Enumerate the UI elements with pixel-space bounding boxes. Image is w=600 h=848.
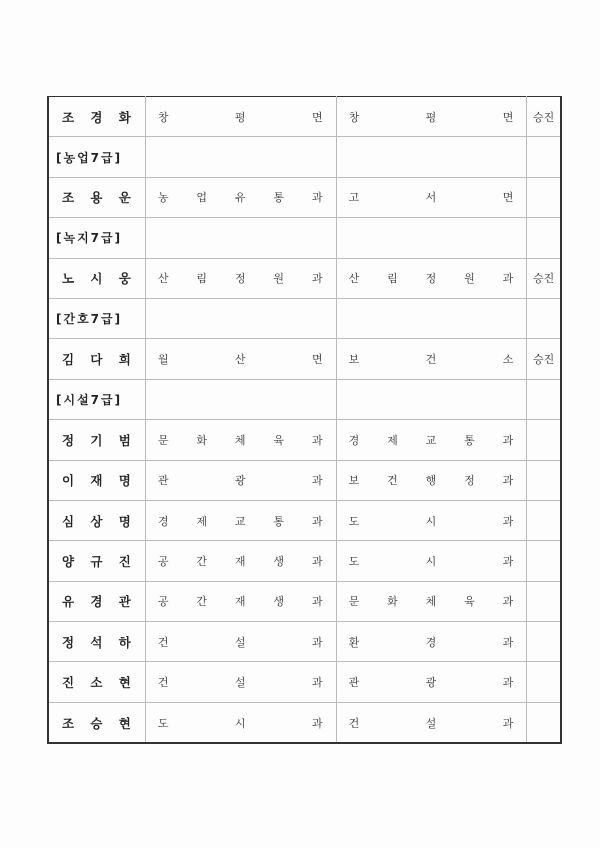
to-dept-cell (336, 541, 527, 581)
to-dept-cell (336, 420, 527, 460)
name-cell (48, 339, 145, 379)
from-dept-cell (145, 218, 336, 258)
name-cell (48, 622, 145, 662)
from-dept-cell (145, 500, 336, 540)
from-dept: 월 산 면 (157, 353, 323, 367)
note-cell: 승진 (527, 339, 561, 379)
note-cell (527, 541, 561, 581)
to-dept: 환 경 과 (348, 635, 514, 649)
person-name: 조 승 현 (62, 715, 131, 731)
to-dept-cell (336, 97, 527, 137)
note-cell (527, 379, 561, 419)
to-dept-cell (336, 218, 527, 258)
name-cell (48, 581, 145, 621)
to-dept: 경 제 교 통 과 (348, 433, 514, 447)
category-label (48, 379, 145, 419)
from-dept-cell (145, 97, 336, 137)
note-cell (527, 460, 561, 500)
to-dept: 산 림 정 원 과 (348, 272, 514, 286)
note-cell (527, 622, 561, 662)
category-row (48, 298, 561, 338)
category-text: [녹지7급] (56, 231, 123, 246)
to-dept: 도 시 과 (348, 514, 514, 528)
category-row (48, 218, 561, 258)
note-cell (527, 420, 561, 460)
from-dept: 산 림 정 원 과 (157, 272, 323, 286)
from-dept: 경 제 교 통 과 (157, 514, 323, 528)
to-dept-cell (336, 500, 527, 540)
personnel-table (47, 96, 562, 744)
table-row (48, 622, 561, 662)
name-cell (48, 702, 145, 743)
to-dept: 관 광 과 (348, 676, 514, 690)
from-dept: 농 업 유 통 과 (157, 191, 323, 205)
category-label (48, 137, 145, 177)
table-row (48, 177, 561, 217)
to-dept: 건 설 과 (348, 716, 514, 730)
note-cell (527, 177, 561, 217)
to-dept-cell (336, 460, 527, 500)
from-dept: 도 시 과 (157, 716, 323, 730)
to-dept: 도 시 과 (348, 554, 514, 568)
to-dept-cell (336, 581, 527, 621)
from-dept: 공 간 재 생 과 (157, 595, 323, 609)
person-name: 진 소 현 (62, 675, 131, 691)
note-cell (527, 500, 561, 540)
name-cell (48, 97, 145, 137)
personnel-table-body (48, 97, 561, 744)
from-dept-cell (145, 298, 336, 338)
person-name: 유 경 관 (62, 594, 131, 610)
person-name: 정 기 범 (62, 432, 131, 448)
category-text: [시설7급] (56, 392, 123, 407)
name-cell (48, 177, 145, 217)
table-row (48, 97, 561, 137)
to-dept: 고 서 면 (348, 191, 514, 205)
person-name: 양 규 진 (62, 553, 131, 569)
from-dept-cell (145, 702, 336, 743)
from-dept-cell (145, 662, 336, 702)
to-dept-cell (336, 177, 527, 217)
table-row (48, 702, 561, 743)
note-cell (527, 137, 561, 177)
table-row (48, 662, 561, 702)
from-dept: 건 설 과 (157, 676, 323, 690)
name-cell (48, 541, 145, 581)
from-dept-cell (145, 177, 336, 217)
table-row (48, 460, 561, 500)
to-dept-cell (336, 622, 527, 662)
from-dept-cell (145, 379, 336, 419)
from-dept-cell (145, 339, 336, 379)
person-name: 이 재 명 (62, 473, 131, 489)
to-dept-cell (336, 702, 527, 743)
to-dept-cell (336, 298, 527, 338)
from-dept-cell (145, 460, 336, 500)
category-text: [농업7급] (56, 150, 123, 165)
from-dept-cell (145, 420, 336, 460)
person-name: 조 경 화 (62, 109, 131, 125)
to-dept-cell (336, 379, 527, 419)
note-cell: 승진 (527, 258, 561, 298)
from-dept: 창 평 면 (157, 110, 323, 124)
category-label (48, 298, 145, 338)
category-label (48, 218, 145, 258)
from-dept-cell (145, 581, 336, 621)
person-name: 김 다 희 (62, 352, 131, 368)
person-name: 조 용 운 (62, 190, 131, 206)
table-row (48, 581, 561, 621)
to-dept: 문 화 체 육 과 (348, 595, 514, 609)
name-cell (48, 500, 145, 540)
person-name: 심 상 명 (62, 513, 131, 529)
table-row (48, 500, 561, 540)
category-row (48, 379, 561, 419)
name-cell (48, 420, 145, 460)
from-dept-cell (145, 541, 336, 581)
person-name: 노 시 웅 (62, 271, 131, 287)
to-dept: 보 건 소 (348, 353, 514, 367)
from-dept: 공 간 재 생 과 (157, 554, 323, 568)
table-row (48, 339, 561, 379)
name-cell (48, 662, 145, 702)
table-row (48, 420, 561, 460)
name-cell (48, 258, 145, 298)
note-cell (527, 702, 561, 743)
from-dept: 건 설 과 (157, 635, 323, 649)
to-dept-cell (336, 339, 527, 379)
to-dept: 보 건 행 정 과 (348, 474, 514, 488)
from-dept-cell (145, 258, 336, 298)
from-dept: 문 화 체 육 과 (157, 433, 323, 447)
to-dept-cell (336, 258, 527, 298)
note-cell (527, 218, 561, 258)
from-dept-cell (145, 622, 336, 662)
table-row (48, 258, 561, 298)
table-row (48, 541, 561, 581)
note-cell (527, 581, 561, 621)
note-cell: 승진 (527, 97, 561, 137)
from-dept-cell (145, 137, 336, 177)
to-dept-cell (336, 137, 527, 177)
person-name: 정 석 하 (62, 634, 131, 650)
name-cell (48, 460, 145, 500)
from-dept: 관 광 과 (157, 474, 323, 488)
to-dept: 창 평 면 (348, 110, 514, 124)
category-row (48, 137, 561, 177)
category-text: [간호7급] (56, 312, 123, 327)
note-cell (527, 298, 561, 338)
note-cell (527, 662, 561, 702)
to-dept-cell (336, 662, 527, 702)
